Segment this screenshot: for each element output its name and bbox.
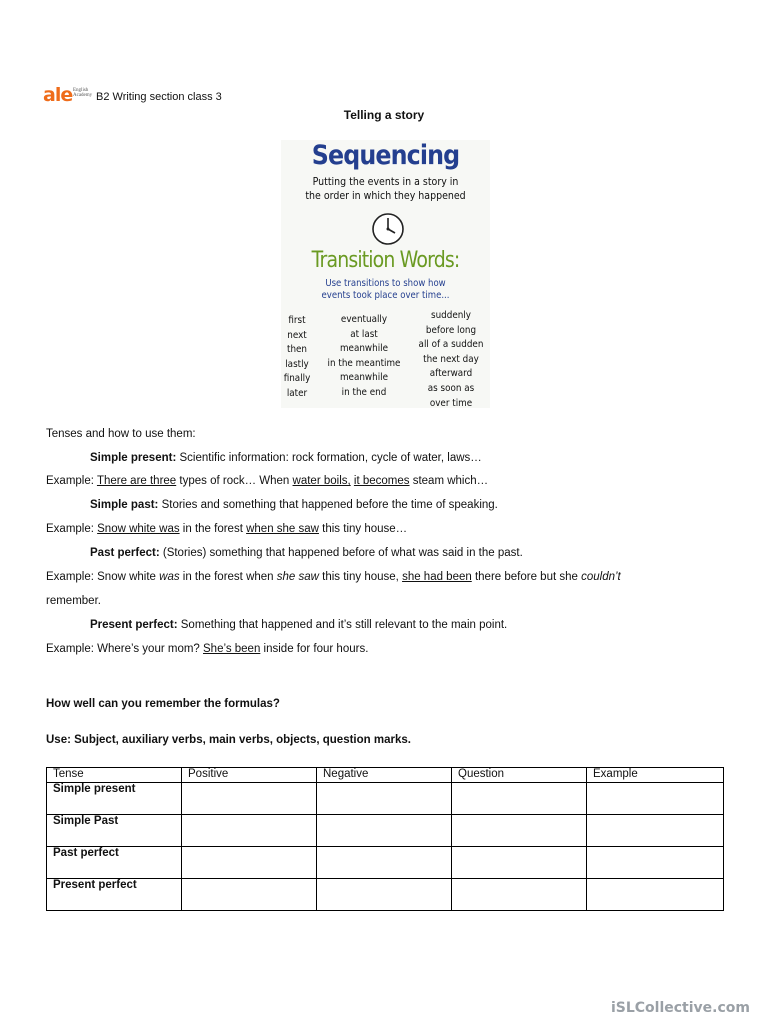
tense-cell: Simple Past — [47, 815, 182, 847]
transition-words-column-1 — [281, 314, 313, 402]
list-item: all of a sudden — [418, 339, 484, 351]
tense-formula-table — [46, 767, 724, 911]
sequencing-poster — [281, 140, 490, 408]
ale-logo — [43, 86, 95, 108]
list-item: meanwhile — [339, 343, 389, 355]
list-item: in the end — [341, 386, 387, 398]
answer-cell[interactable] — [317, 847, 452, 879]
poster-note: Use transitions to show how events took place over time... — [321, 278, 450, 301]
list-item: afterward — [429, 368, 473, 380]
answer-cell[interactable] — [587, 783, 724, 815]
list-item: as soon as — [427, 382, 475, 394]
simple-past-line: Simple past: Stories and something that happened before the time of speaking. — [90, 499, 498, 511]
list-item: then — [286, 344, 308, 356]
list-item: suddenly — [431, 310, 471, 321]
present-perfect-line: Present perfect: Something that happened and it’s still relevant to the main point. — [90, 619, 508, 631]
list-item: lastly — [285, 358, 309, 370]
table-header-cell: Example — [587, 768, 724, 783]
answer-cell[interactable] — [317, 879, 452, 911]
list-item: next — [287, 329, 307, 341]
table-row — [47, 847, 724, 879]
clock-icon — [371, 212, 405, 246]
answer-cell[interactable] — [587, 815, 724, 847]
poster-subtitle: Putting the events in a story in the order in which they happened — [305, 176, 466, 202]
answer-cell[interactable] — [182, 815, 317, 847]
table-header-row — [47, 768, 724, 783]
answer-cell[interactable] — [587, 879, 724, 911]
answer-cell[interactable] — [182, 879, 317, 911]
formulas-question: How well can you remember the formulas? — [46, 698, 280, 710]
answer-cell[interactable] — [452, 847, 587, 879]
table-row — [47, 783, 724, 815]
answer-cell[interactable] — [317, 783, 452, 815]
example-3-continued: remember. — [46, 595, 101, 607]
watermark: iSLCollective.com — [610, 1000, 750, 1016]
list-item: finally — [283, 373, 311, 385]
poster-title: Sequencing — [311, 140, 460, 171]
list-item: at last — [350, 328, 378, 340]
answer-cell[interactable] — [182, 783, 317, 815]
example-1: Example: There are three types of rock… When water boils, it becomes steam which… — [46, 475, 489, 487]
answer-cell[interactable] — [587, 847, 724, 879]
list-item: over time — [429, 397, 473, 409]
transition-words-column-3 — [416, 309, 486, 411]
list-item: the next day — [423, 353, 479, 365]
list-item: later — [286, 387, 308, 399]
example-4: Example: Where’s your mom? She’s been inside for four hours. — [46, 643, 369, 655]
list-item: meanwhile — [339, 372, 389, 384]
past-perfect-line: Past perfect: (Stories) something that happened before of what was said in the past. — [90, 547, 523, 559]
table-row — [47, 879, 724, 911]
use-instructions: Use: Subject, auxiliary verbs, main verbs, objects, question marks. — [46, 734, 411, 746]
example-3: Example: Snow white was in the forest when she saw this tiny house, she had been there before but she couldn’t — [46, 571, 621, 583]
list-item: in the meantime — [327, 357, 401, 369]
tense-cell: Present perfect — [47, 879, 182, 911]
header-title: B2 Writing section class 3 — [96, 91, 222, 103]
list-item: eventually — [340, 314, 388, 325]
answer-cell[interactable] — [317, 815, 452, 847]
table-header-cell: Negative — [317, 768, 452, 783]
answer-cell[interactable] — [452, 815, 587, 847]
list-item: first — [288, 315, 306, 326]
page-title: Telling a story — [343, 108, 425, 122]
tense-cell: Past perfect — [47, 847, 182, 879]
example-2: Example: Snow white was in the forest when she saw this tiny house… — [46, 523, 408, 535]
logo-subtext: English Academy — [73, 88, 93, 98]
tense-cell: Simple present — [47, 783, 182, 815]
table-header-cell: Tense — [47, 768, 182, 783]
poster-heading: Transition Words: — [311, 248, 460, 273]
answer-cell[interactable] — [182, 847, 317, 879]
tenses-heading: Tenses and how to use them: — [46, 428, 196, 440]
list-item: before long — [425, 324, 477, 336]
answer-cell[interactable] — [452, 783, 587, 815]
transition-words-column-2 — [324, 313, 403, 401]
simple-present-line: Simple present: Scientific information: rock formation, cycle of water, laws… — [90, 452, 482, 464]
logo-mark: ale — [43, 84, 73, 106]
answer-cell[interactable] — [452, 879, 587, 911]
table-row — [47, 815, 724, 847]
table-header-cell: Positive — [182, 768, 317, 783]
table-header-cell: Question — [452, 768, 587, 783]
